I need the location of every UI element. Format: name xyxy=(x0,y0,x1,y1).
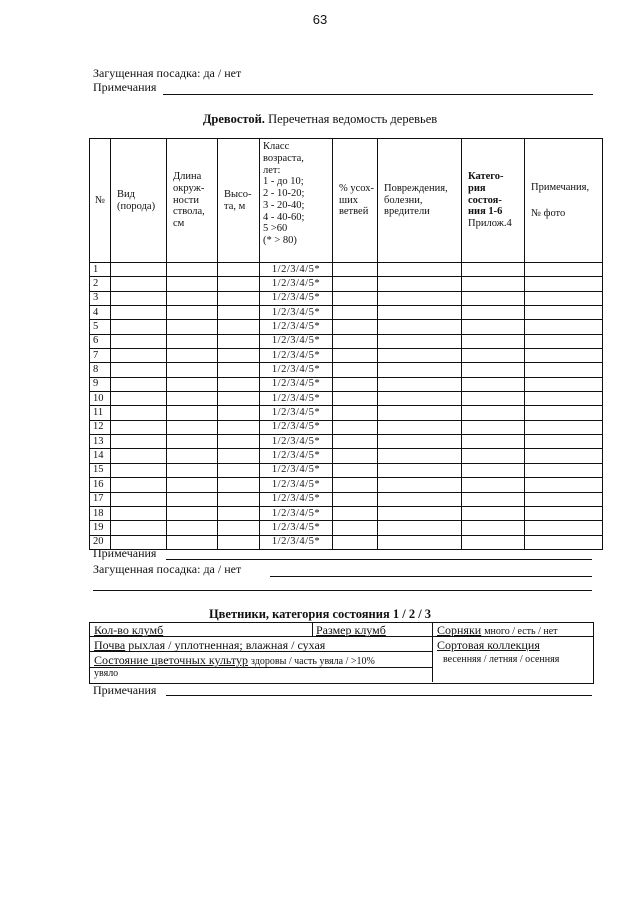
damage-cell[interactable] xyxy=(378,435,462,449)
trunk-length-cell[interactable] xyxy=(167,377,218,391)
trunk-length-cell[interactable] xyxy=(167,320,218,334)
dry-branches-cell[interactable] xyxy=(333,435,378,449)
trunk-length-cell[interactable] xyxy=(167,363,218,377)
damage-cell[interactable] xyxy=(378,392,462,406)
damage-cell[interactable] xyxy=(378,306,462,320)
notes-field xyxy=(93,80,156,95)
species-cell[interactable] xyxy=(111,349,167,363)
row-number: 16 xyxy=(90,478,111,492)
condition-options: здоровы / часть увяла / >10% xyxy=(251,656,375,667)
notes-cell[interactable] xyxy=(525,521,603,535)
trunk-length-cell[interactable] xyxy=(167,263,218,277)
category-cell[interactable] xyxy=(462,420,525,434)
dry-branches-cell[interactable] xyxy=(333,521,378,535)
table-row xyxy=(90,277,603,291)
table-row xyxy=(90,363,603,377)
table-row xyxy=(90,535,603,549)
category-cell[interactable] xyxy=(462,291,525,305)
damage-cell[interactable] xyxy=(378,420,462,434)
notes-cell[interactable] xyxy=(525,463,603,477)
species-cell[interactable] xyxy=(111,306,167,320)
age-class-options[interactable]: 1/2/3/4/5* xyxy=(260,463,333,477)
trunk-length-cell[interactable] xyxy=(167,392,218,406)
notes-cell[interactable] xyxy=(525,263,603,277)
dry-branches-cell[interactable] xyxy=(333,506,378,520)
flowers-vline-1 xyxy=(312,622,313,636)
notes-cell[interactable] xyxy=(525,506,603,520)
age-class-options[interactable]: 1/2/3/4/5* xyxy=(260,306,333,320)
notes-cell[interactable] xyxy=(525,535,603,549)
damage-cell[interactable] xyxy=(378,334,462,348)
height-cell[interactable] xyxy=(218,492,260,506)
flowers-vline-2 xyxy=(432,622,433,682)
category-cell[interactable] xyxy=(462,449,525,463)
species-cell[interactable] xyxy=(111,449,167,463)
weeds-field xyxy=(437,623,558,638)
row-number: 13 xyxy=(90,435,111,449)
row-number: 11 xyxy=(90,406,111,420)
dense-planting-options: да / нет xyxy=(203,66,242,80)
header-species: Вид (порода) xyxy=(111,139,167,263)
age-class-options[interactable]: 1/2/3/4/5* xyxy=(260,435,333,449)
dry-branches-cell[interactable] xyxy=(333,463,378,477)
notes-cell[interactable] xyxy=(525,306,603,320)
height-cell[interactable] xyxy=(218,349,260,363)
category-cell[interactable] xyxy=(462,406,525,420)
dry-branches-cell[interactable] xyxy=(333,478,378,492)
age-class-options[interactable]: 1/2/3/4/5* xyxy=(260,349,333,363)
notes-cell[interactable] xyxy=(525,478,603,492)
table-row xyxy=(90,320,603,334)
trunk-length-cell[interactable] xyxy=(167,535,218,549)
category-cell[interactable] xyxy=(462,392,525,406)
weeds-label: Сорняки xyxy=(437,623,482,637)
dry-branches-cell[interactable] xyxy=(333,377,378,391)
species-cell[interactable] xyxy=(111,291,167,305)
height-cell[interactable] xyxy=(218,392,260,406)
notes-cell[interactable] xyxy=(525,320,603,334)
page-number: 63 xyxy=(312,12,328,27)
age-class-options[interactable]: 1/2/3/4/5* xyxy=(260,535,333,549)
height-cell[interactable] xyxy=(218,478,260,492)
damage-cell[interactable] xyxy=(378,463,462,477)
after-notes-label: Примечания xyxy=(93,546,157,560)
table-header-row xyxy=(90,139,603,263)
notes-cell[interactable] xyxy=(525,392,603,406)
header-notes: Примечания, № фото xyxy=(525,139,603,263)
age-class-options[interactable]: 1/2/3/4/5* xyxy=(260,291,333,305)
after-dense-field xyxy=(93,562,241,577)
category-cell[interactable] xyxy=(462,377,525,391)
age-class-options[interactable]: 1/2/3/4/5* xyxy=(260,377,333,391)
header-category: Катего- рия состоя- ния 1-6 Прилож.4 xyxy=(462,139,525,263)
trunk-length-cell[interactable] xyxy=(167,492,218,506)
notes-cell[interactable] xyxy=(525,291,603,305)
age-class-options[interactable]: 1/2/3/4/5* xyxy=(260,277,333,291)
row-number: 19 xyxy=(90,521,111,535)
table-row xyxy=(90,334,603,348)
height-cell[interactable] xyxy=(218,506,260,520)
category-cell[interactable] xyxy=(462,478,525,492)
damage-cell[interactable] xyxy=(378,449,462,463)
age-class-options[interactable]: 1/2/3/4/5* xyxy=(260,392,333,406)
table-row xyxy=(90,435,603,449)
age-class-options[interactable]: 1/2/3/4/5* xyxy=(260,420,333,434)
notes-cell[interactable] xyxy=(525,334,603,348)
trunk-length-cell[interactable] xyxy=(167,349,218,363)
soil-label: Почва xyxy=(94,638,126,652)
dry-branches-cell[interactable] xyxy=(333,492,378,506)
bed-count-label: Кол-во клумб xyxy=(94,623,164,637)
variety-options: весенняя / летняя / осенняя xyxy=(443,654,560,665)
species-cell[interactable] xyxy=(111,277,167,291)
header-age-class: Класс возраста, лет: 1 - до 10; 2 - 10-20; 3 - 20-40; 4 - 40-60; 5 >60 (* > 80) xyxy=(260,139,333,263)
trunk-length-cell[interactable] xyxy=(167,506,218,520)
damage-cell[interactable] xyxy=(378,291,462,305)
bed-count-field xyxy=(94,623,163,638)
category-cell[interactable] xyxy=(462,277,525,291)
height-cell[interactable] xyxy=(218,521,260,535)
notes-cell[interactable] xyxy=(525,449,603,463)
row-number: 1 xyxy=(90,263,111,277)
species-cell[interactable] xyxy=(111,392,167,406)
header-dry-branches: % усох-ших ветвей xyxy=(333,139,378,263)
damage-cell[interactable] xyxy=(378,277,462,291)
category-cell[interactable] xyxy=(462,463,525,477)
header-height: Высо-та, м xyxy=(218,139,260,263)
age-class-options[interactable]: 1/2/3/4/5* xyxy=(260,492,333,506)
notes-cell[interactable] xyxy=(525,492,603,506)
damage-cell[interactable] xyxy=(378,492,462,506)
damage-cell[interactable] xyxy=(378,535,462,549)
notes-cell[interactable] xyxy=(525,277,603,291)
table-row xyxy=(90,449,603,463)
row-number: 10 xyxy=(90,392,111,406)
species-cell[interactable] xyxy=(111,406,167,420)
height-cell[interactable] xyxy=(218,435,260,449)
header-number: № xyxy=(90,139,111,263)
notes-cell[interactable] xyxy=(525,406,603,420)
row-number: 14 xyxy=(90,449,111,463)
dry-branches-cell[interactable] xyxy=(333,263,378,277)
dry-branches-cell[interactable] xyxy=(333,349,378,363)
species-cell[interactable] xyxy=(111,363,167,377)
header-damage: Повреждения, болезни, вредители xyxy=(378,139,462,263)
height-cell[interactable] xyxy=(218,320,260,334)
dry-branches-cell[interactable] xyxy=(333,277,378,291)
flowers-notes-field xyxy=(93,683,156,698)
bed-size-label: Размер клумб xyxy=(316,623,386,637)
trunk-length-cell[interactable] xyxy=(167,277,218,291)
soil-options: рыхлая / уплотненная; влажная / сухая xyxy=(128,638,326,652)
height-cell[interactable] xyxy=(218,463,260,477)
table-row xyxy=(90,506,603,520)
height-cell[interactable] xyxy=(218,263,260,277)
height-cell[interactable] xyxy=(218,406,260,420)
variety-label: Сортовая коллекция xyxy=(437,638,540,652)
row-number: 8 xyxy=(90,363,111,377)
species-cell[interactable] xyxy=(111,320,167,334)
height-cell[interactable] xyxy=(218,420,260,434)
damage-cell[interactable] xyxy=(378,478,462,492)
category-cell[interactable] xyxy=(462,435,525,449)
dense-planting-field xyxy=(93,66,241,81)
table-row xyxy=(90,306,603,320)
category-cell[interactable] xyxy=(462,535,525,549)
table-row xyxy=(90,406,603,420)
dry-branches-cell[interactable] xyxy=(333,320,378,334)
dry-branches-cell[interactable] xyxy=(333,406,378,420)
trunk-length-cell[interactable] xyxy=(167,291,218,305)
after-notes-field xyxy=(93,546,156,561)
category-cell[interactable] xyxy=(462,521,525,535)
row-number: 3 xyxy=(90,291,111,305)
species-cell[interactable] xyxy=(111,377,167,391)
dry-branches-cell[interactable] xyxy=(333,420,378,434)
damage-cell[interactable] xyxy=(378,263,462,277)
table-row xyxy=(90,349,603,363)
dry-branches-cell[interactable] xyxy=(333,535,378,549)
table-row xyxy=(90,478,603,492)
species-cell[interactable] xyxy=(111,334,167,348)
dense-planting-label: Загущенная посадка: xyxy=(93,66,201,80)
category-cell[interactable] xyxy=(462,349,525,363)
row-number: 4 xyxy=(90,306,111,320)
damage-cell[interactable] xyxy=(378,406,462,420)
height-cell[interactable] xyxy=(218,277,260,291)
species-cell[interactable] xyxy=(111,521,167,535)
row-number: 15 xyxy=(90,463,111,477)
notes-cell[interactable] xyxy=(525,435,603,449)
notes-cell[interactable] xyxy=(525,420,603,434)
species-cell[interactable] xyxy=(111,435,167,449)
row-number: 17 xyxy=(90,492,111,506)
dry-branches-cell[interactable] xyxy=(333,392,378,406)
table-row xyxy=(90,263,603,277)
after-dense-label: Загущенная посадка: xyxy=(93,562,201,576)
bed-size-field xyxy=(316,623,386,638)
age-class-options[interactable]: 1/2/3/4/5* xyxy=(260,263,333,277)
height-cell[interactable] xyxy=(218,291,260,305)
trunk-length-cell[interactable] xyxy=(167,449,218,463)
category-cell[interactable] xyxy=(462,306,525,320)
trees-title-bold: Древостой. xyxy=(202,112,265,126)
notes-cell[interactable] xyxy=(525,349,603,363)
age-class-options[interactable]: 1/2/3/4/5* xyxy=(260,363,333,377)
flowers-title: Цветники, категория состояния 1 / 2 / 3 xyxy=(208,607,432,621)
category-cell[interactable] xyxy=(462,492,525,506)
variety-field xyxy=(437,638,540,653)
species-cell[interactable] xyxy=(111,420,167,434)
row-number: 18 xyxy=(90,506,111,520)
after-notes-fill-line xyxy=(166,559,592,560)
trunk-length-cell[interactable] xyxy=(167,435,218,449)
damage-cell[interactable] xyxy=(378,363,462,377)
notes-label: Примечания xyxy=(93,80,157,94)
trunk-length-cell[interactable] xyxy=(167,420,218,434)
age-class-options[interactable]: 1/2/3/4/5* xyxy=(260,506,333,520)
condition-label: Состояние цветочных культур xyxy=(94,653,249,667)
damage-cell[interactable] xyxy=(378,349,462,363)
row-number: 5 xyxy=(90,320,111,334)
condition-options-continued: увяло xyxy=(94,668,119,679)
trunk-length-cell[interactable] xyxy=(167,478,218,492)
age-class-options[interactable]: 1/2/3/4/5* xyxy=(260,406,333,420)
row-number: 12 xyxy=(90,420,111,434)
table-row xyxy=(90,392,603,406)
trees-title-rest: Перечетная ведомость деревьев xyxy=(268,112,438,126)
trunk-length-cell[interactable] xyxy=(167,521,218,535)
flowers-notes-label: Примечания xyxy=(93,683,157,697)
height-cell[interactable] xyxy=(218,449,260,463)
species-cell[interactable] xyxy=(111,492,167,506)
flowers-notes-fill-line xyxy=(166,695,592,696)
weeds-options: много / есть / нет xyxy=(484,626,558,637)
row-number: 6 xyxy=(90,334,111,348)
damage-cell[interactable] xyxy=(378,320,462,334)
species-cell[interactable] xyxy=(111,263,167,277)
height-cell[interactable] xyxy=(218,363,260,377)
flowers-section-title xyxy=(0,607,640,622)
header-trunk-length: Длина окруж-ности ствола, см xyxy=(167,139,218,263)
species-cell[interactable] xyxy=(111,506,167,520)
height-cell[interactable] xyxy=(218,535,260,549)
after-dense-options: да / нет xyxy=(203,562,242,576)
category-cell[interactable] xyxy=(462,363,525,377)
trunk-length-cell[interactable] xyxy=(167,406,218,420)
condition-field xyxy=(94,653,375,668)
row-number: 2 xyxy=(90,277,111,291)
trunk-length-cell[interactable] xyxy=(167,463,218,477)
row-number: 7 xyxy=(90,349,111,363)
age-class-options[interactable]: 1/2/3/4/5* xyxy=(260,521,333,535)
category-cell[interactable] xyxy=(462,263,525,277)
trees-section-title xyxy=(0,112,640,127)
damage-cell[interactable] xyxy=(378,521,462,535)
age-class-options[interactable]: 1/2/3/4/5* xyxy=(260,334,333,348)
table-row xyxy=(90,420,603,434)
category-cell[interactable] xyxy=(462,320,525,334)
table-row xyxy=(90,463,603,477)
table-row xyxy=(90,492,603,506)
damage-cell[interactable] xyxy=(378,506,462,520)
category-cell[interactable] xyxy=(462,506,525,520)
age-class-options[interactable]: 1/2/3/4/5* xyxy=(260,449,333,463)
height-cell[interactable] xyxy=(218,306,260,320)
table-row xyxy=(90,377,603,391)
age-class-options[interactable]: 1/2/3/4/5* xyxy=(260,320,333,334)
notes-fill-line xyxy=(163,94,593,95)
notes-cell[interactable] xyxy=(525,363,603,377)
dry-branches-cell[interactable] xyxy=(333,449,378,463)
species-cell[interactable] xyxy=(111,463,167,477)
dry-branches-cell[interactable] xyxy=(333,291,378,305)
age-class-options[interactable]: 1/2/3/4/5* xyxy=(260,478,333,492)
trunk-length-cell[interactable] xyxy=(167,306,218,320)
height-cell[interactable] xyxy=(218,334,260,348)
dry-branches-cell[interactable] xyxy=(333,334,378,348)
row-number: 20 xyxy=(90,535,111,549)
after-dense-fill-line xyxy=(270,576,592,577)
dry-branches-cell[interactable] xyxy=(333,306,378,320)
soil-field xyxy=(94,638,325,653)
species-cell[interactable] xyxy=(111,478,167,492)
trees-table xyxy=(89,138,603,550)
trunk-length-cell[interactable] xyxy=(167,334,218,348)
notes-cell[interactable] xyxy=(525,377,603,391)
dry-branches-cell[interactable] xyxy=(333,363,378,377)
height-cell[interactable] xyxy=(218,377,260,391)
table-row xyxy=(90,291,603,305)
row-number: 9 xyxy=(90,377,111,391)
category-cell[interactable] xyxy=(462,334,525,348)
damage-cell[interactable] xyxy=(378,377,462,391)
extra-fill-line xyxy=(93,590,592,591)
table-row xyxy=(90,521,603,535)
